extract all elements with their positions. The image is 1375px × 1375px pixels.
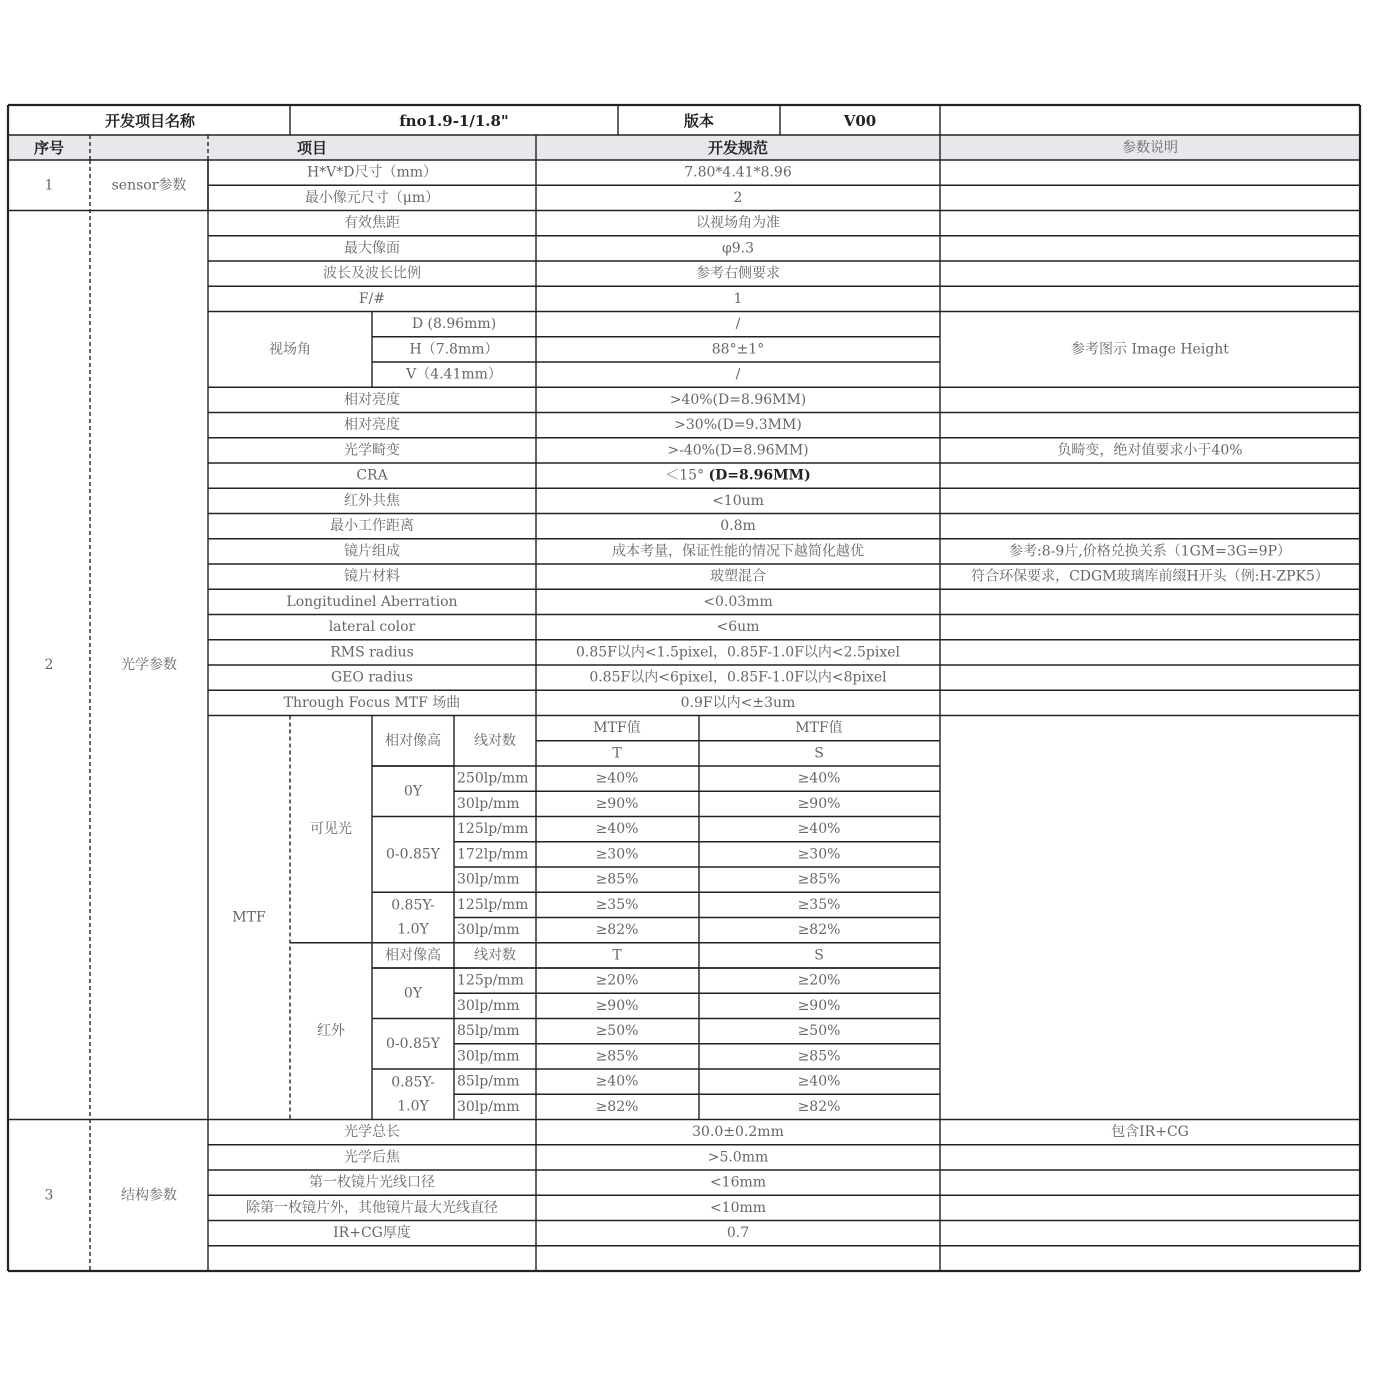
spec-row-item: 波长及波长比例 (323, 265, 421, 282)
fov-sub-label: D (8.96mm) (411, 316, 497, 333)
structure-row-spec: 0.7 (726, 1225, 750, 1242)
structure-row-item: 除第一枚镜片外，其他镜片最大光线直径 (246, 1199, 498, 1216)
mtf-t-value: ≥82% (595, 922, 639, 939)
mtf-s-value: ≥90% (797, 997, 841, 1014)
column-header-spec: 开发规范 (707, 139, 769, 157)
mtf-rel-height-header: 相对像高 (385, 732, 441, 749)
mtf-t-value: ≥90% (595, 997, 639, 1014)
fov-note: 参考图示 Image Height (1071, 341, 1229, 358)
section-name: sensor参数 (111, 177, 187, 194)
spec-row-spec: >40%(D=8.96MM) (669, 391, 807, 408)
mtf-line-pairs-header: 线对数 (474, 732, 516, 749)
spec-row-spec: ＜15° (D=8.96MM) (665, 467, 811, 484)
mtf-lp: 125lp/mm (457, 821, 529, 838)
mtf-t-value: ≥50% (595, 1023, 639, 1040)
spec-row-item: 相对亮度 (344, 417, 400, 434)
spec-row-item: Through Focus MTF 场曲 (283, 694, 461, 711)
structure-row-spec: 30.0±0.2mm (692, 1124, 784, 1141)
spec-row-spec: 0.8m (720, 518, 756, 535)
structure-row-item: 第一枚镜片光线口径 (309, 1174, 435, 1191)
fov-sub-label: H（7.8mm） (409, 341, 499, 358)
mtf-s-value: ≥90% (797, 795, 841, 812)
section-index: 1 (44, 177, 54, 194)
mtf-t-value: ≥35% (595, 896, 639, 913)
mtf-t-value: ≥82% (595, 1098, 639, 1115)
spec-row-item: 红外共焦 (344, 492, 400, 509)
spec-row-spec: 以视场角为准 (696, 215, 780, 232)
structure-row-item: IR+CG厚度 (333, 1225, 411, 1242)
mtf-group-label: 0.85Y- (391, 1074, 435, 1091)
column-header-index: 序号 (33, 139, 65, 157)
spec-row-spec: 7.80*4.41*8.96 (684, 164, 792, 181)
mtf-s-value: ≥50% (797, 1023, 841, 1040)
spec-row-note: 负畸变，绝对值要求小于40% (1057, 442, 1243, 459)
mtf-lp: 85lp/mm (457, 1073, 520, 1090)
mtf-ir-rel-height-header: 相对像高 (385, 947, 441, 964)
structure-row-note: 包含IR+CG (1111, 1124, 1189, 1141)
fov-spec: 88°±1° (711, 341, 765, 358)
mtf-t-value: ≥40% (595, 770, 639, 787)
mtf-s-value: ≥82% (797, 922, 841, 939)
mtf-s-value: ≥20% (797, 972, 841, 989)
spec-row-item: Longitudinel Aberration (286, 593, 458, 610)
mtf-group-label: 1.0Y (397, 921, 429, 938)
spec-row-item: 镜片组成 (344, 543, 400, 560)
mtf-lp: 30lp/mm (457, 922, 520, 939)
spec-row-item: 光学畸变 (344, 442, 400, 459)
project-name-value: fno1.9-1/1.8" (399, 112, 509, 130)
version-value: V00 (843, 112, 877, 130)
spec-row-spec: 1 (733, 290, 743, 307)
fov-sub-label: V（4.41mm） (406, 366, 502, 383)
spec-row-spec: 0.9F以内<±3um (680, 694, 796, 711)
fov-label: 视场角 (269, 341, 311, 358)
mtf-s-value: ≥40% (797, 821, 841, 838)
mtf-value-header-s: MTF值 (795, 720, 843, 737)
spec-row-item: RMS radius (330, 644, 414, 661)
spec-row-spec: 0.85F以内<6pixel，0.85F-1.0F以内<8pixel (589, 669, 887, 686)
mtf-lp: 172lp/mm (457, 846, 529, 863)
spec-row-item: GEO radius (330, 669, 414, 686)
spec-row-spec: 参考右侧要求 (696, 265, 780, 282)
mtf-t-value: ≥85% (595, 871, 639, 888)
mtf-s-value: ≥40% (797, 770, 841, 787)
spec-row-item: 最小像元尺寸（μm） (304, 189, 440, 206)
spec-row-item: F/# (358, 290, 386, 307)
mtf-t-value: ≥20% (595, 972, 639, 989)
version-label: 版本 (683, 112, 715, 130)
mtf-visible-label: 可见光 (310, 821, 352, 838)
mtf-s-value: ≥85% (797, 1048, 841, 1065)
mtf-lp: 30lp/mm (457, 1048, 520, 1065)
mtf-label: MTF (232, 909, 266, 926)
mtf-s-value: ≥82% (797, 1098, 841, 1115)
spec-row-spec: <0.03mm (703, 593, 773, 610)
mtf-ir-s-header: S (814, 947, 824, 964)
spec-row-spec: <6um (716, 619, 760, 636)
spec-row-spec: <10um (712, 492, 764, 509)
spec-row-spec: >30%(D=9.3MM) (674, 417, 802, 434)
mtf-s-value: ≥35% (797, 896, 841, 913)
spec-row-item: CRA (356, 467, 388, 484)
mtf-group-label: 0Y (403, 985, 423, 1002)
mtf-t-value: ≥40% (595, 1073, 639, 1090)
mtf-lp: 30lp/mm (457, 871, 520, 888)
mtf-value-header-t: MTF值 (593, 720, 641, 737)
mtf-t-value: ≥30% (595, 846, 639, 863)
spec-row-item: 有效焦距 (344, 215, 400, 232)
spec-row-item: 相对亮度 (344, 391, 400, 408)
fov-spec: / (735, 366, 741, 383)
structure-row-spec: <10mm (709, 1199, 767, 1216)
mtf-s-value: ≥85% (797, 871, 841, 888)
column-header-item: 项目 (296, 139, 328, 157)
spec-row-item: H*V*D尺寸（mm） (306, 164, 438, 181)
spec-row-spec: >-40%(D=8.96MM) (667, 442, 809, 459)
mtf-s-value: ≥40% (797, 1073, 841, 1090)
spec-row-spec: 2 (733, 189, 743, 206)
mtf-ir-label: 红外 (317, 1023, 345, 1040)
structure-row-spec: <16mm (709, 1174, 767, 1191)
spec-row-note: 参考:8-9片,价格兑换关系（1GM=3G=9P） (1008, 543, 1292, 560)
mtf-ir-line-pairs-header: 线对数 (474, 947, 516, 964)
column-header-note: 参数说明 (1122, 140, 1178, 156)
mtf-t-value: ≥85% (595, 1048, 639, 1065)
mtf-t-value: ≥40% (595, 821, 639, 838)
spec-row-note: 符合环保要求，CDGM玻璃库前缀H开头（例:H-ZPK5） (971, 568, 1329, 585)
mtf-lp: 85lp/mm (457, 1023, 520, 1040)
mtf-group-label: 0Y (403, 783, 423, 800)
spec-row-item: lateral color (328, 619, 416, 636)
spec-row-item: 最大像面 (344, 240, 400, 257)
mtf-group-label: 0-0.85Y (385, 846, 441, 863)
spec-row-spec: 成本考量，保证性能的情况下越简化越优 (612, 543, 864, 560)
spec-row-item: 最小工作距离 (330, 518, 414, 535)
mtf-group-label: 0.85Y- (391, 897, 435, 914)
section-name: 结构参数 (121, 1187, 177, 1204)
spec-row-spec: 玻塑混合 (710, 568, 766, 585)
section-name: 光学参数 (121, 657, 177, 673)
mtf-group-label: 1.0Y (397, 1098, 429, 1115)
section-index: 3 (44, 1187, 54, 1204)
spec-row-spec: 0.85F以内<1.5pixel，0.85F-1.0F以内<2.5pixel (575, 644, 901, 661)
mtf-ir-t-header: T (612, 947, 622, 964)
structure-row-item: 光学总长 (344, 1124, 400, 1141)
structure-row-spec: >5.0mm (707, 1149, 769, 1166)
fov-spec: / (735, 316, 741, 333)
mtf-s-value: ≥30% (797, 846, 841, 863)
mtf-group-label: 0-0.85Y (385, 1035, 441, 1052)
mtf-lp: 250lp/mm (457, 770, 529, 787)
mtf-lp: 125lp/mm (457, 896, 529, 913)
mtf-lp: 30lp/mm (457, 795, 520, 812)
mtf-s-header: S (814, 745, 824, 762)
mtf-lp: 125p/mm (457, 972, 524, 989)
spec-row-spec: φ9.3 (721, 240, 755, 257)
mtf-lp: 30lp/mm (457, 1098, 520, 1115)
mtf-t-header: T (612, 745, 622, 762)
mtf-lp: 30lp/mm (457, 997, 520, 1014)
project-name-label: 开发项目名称 (104, 112, 196, 130)
structure-row-item: 光学后焦 (344, 1149, 400, 1166)
mtf-t-value: ≥90% (595, 795, 639, 812)
section-index: 2 (44, 657, 54, 673)
spec-row-item: 镜片材料 (344, 568, 400, 585)
